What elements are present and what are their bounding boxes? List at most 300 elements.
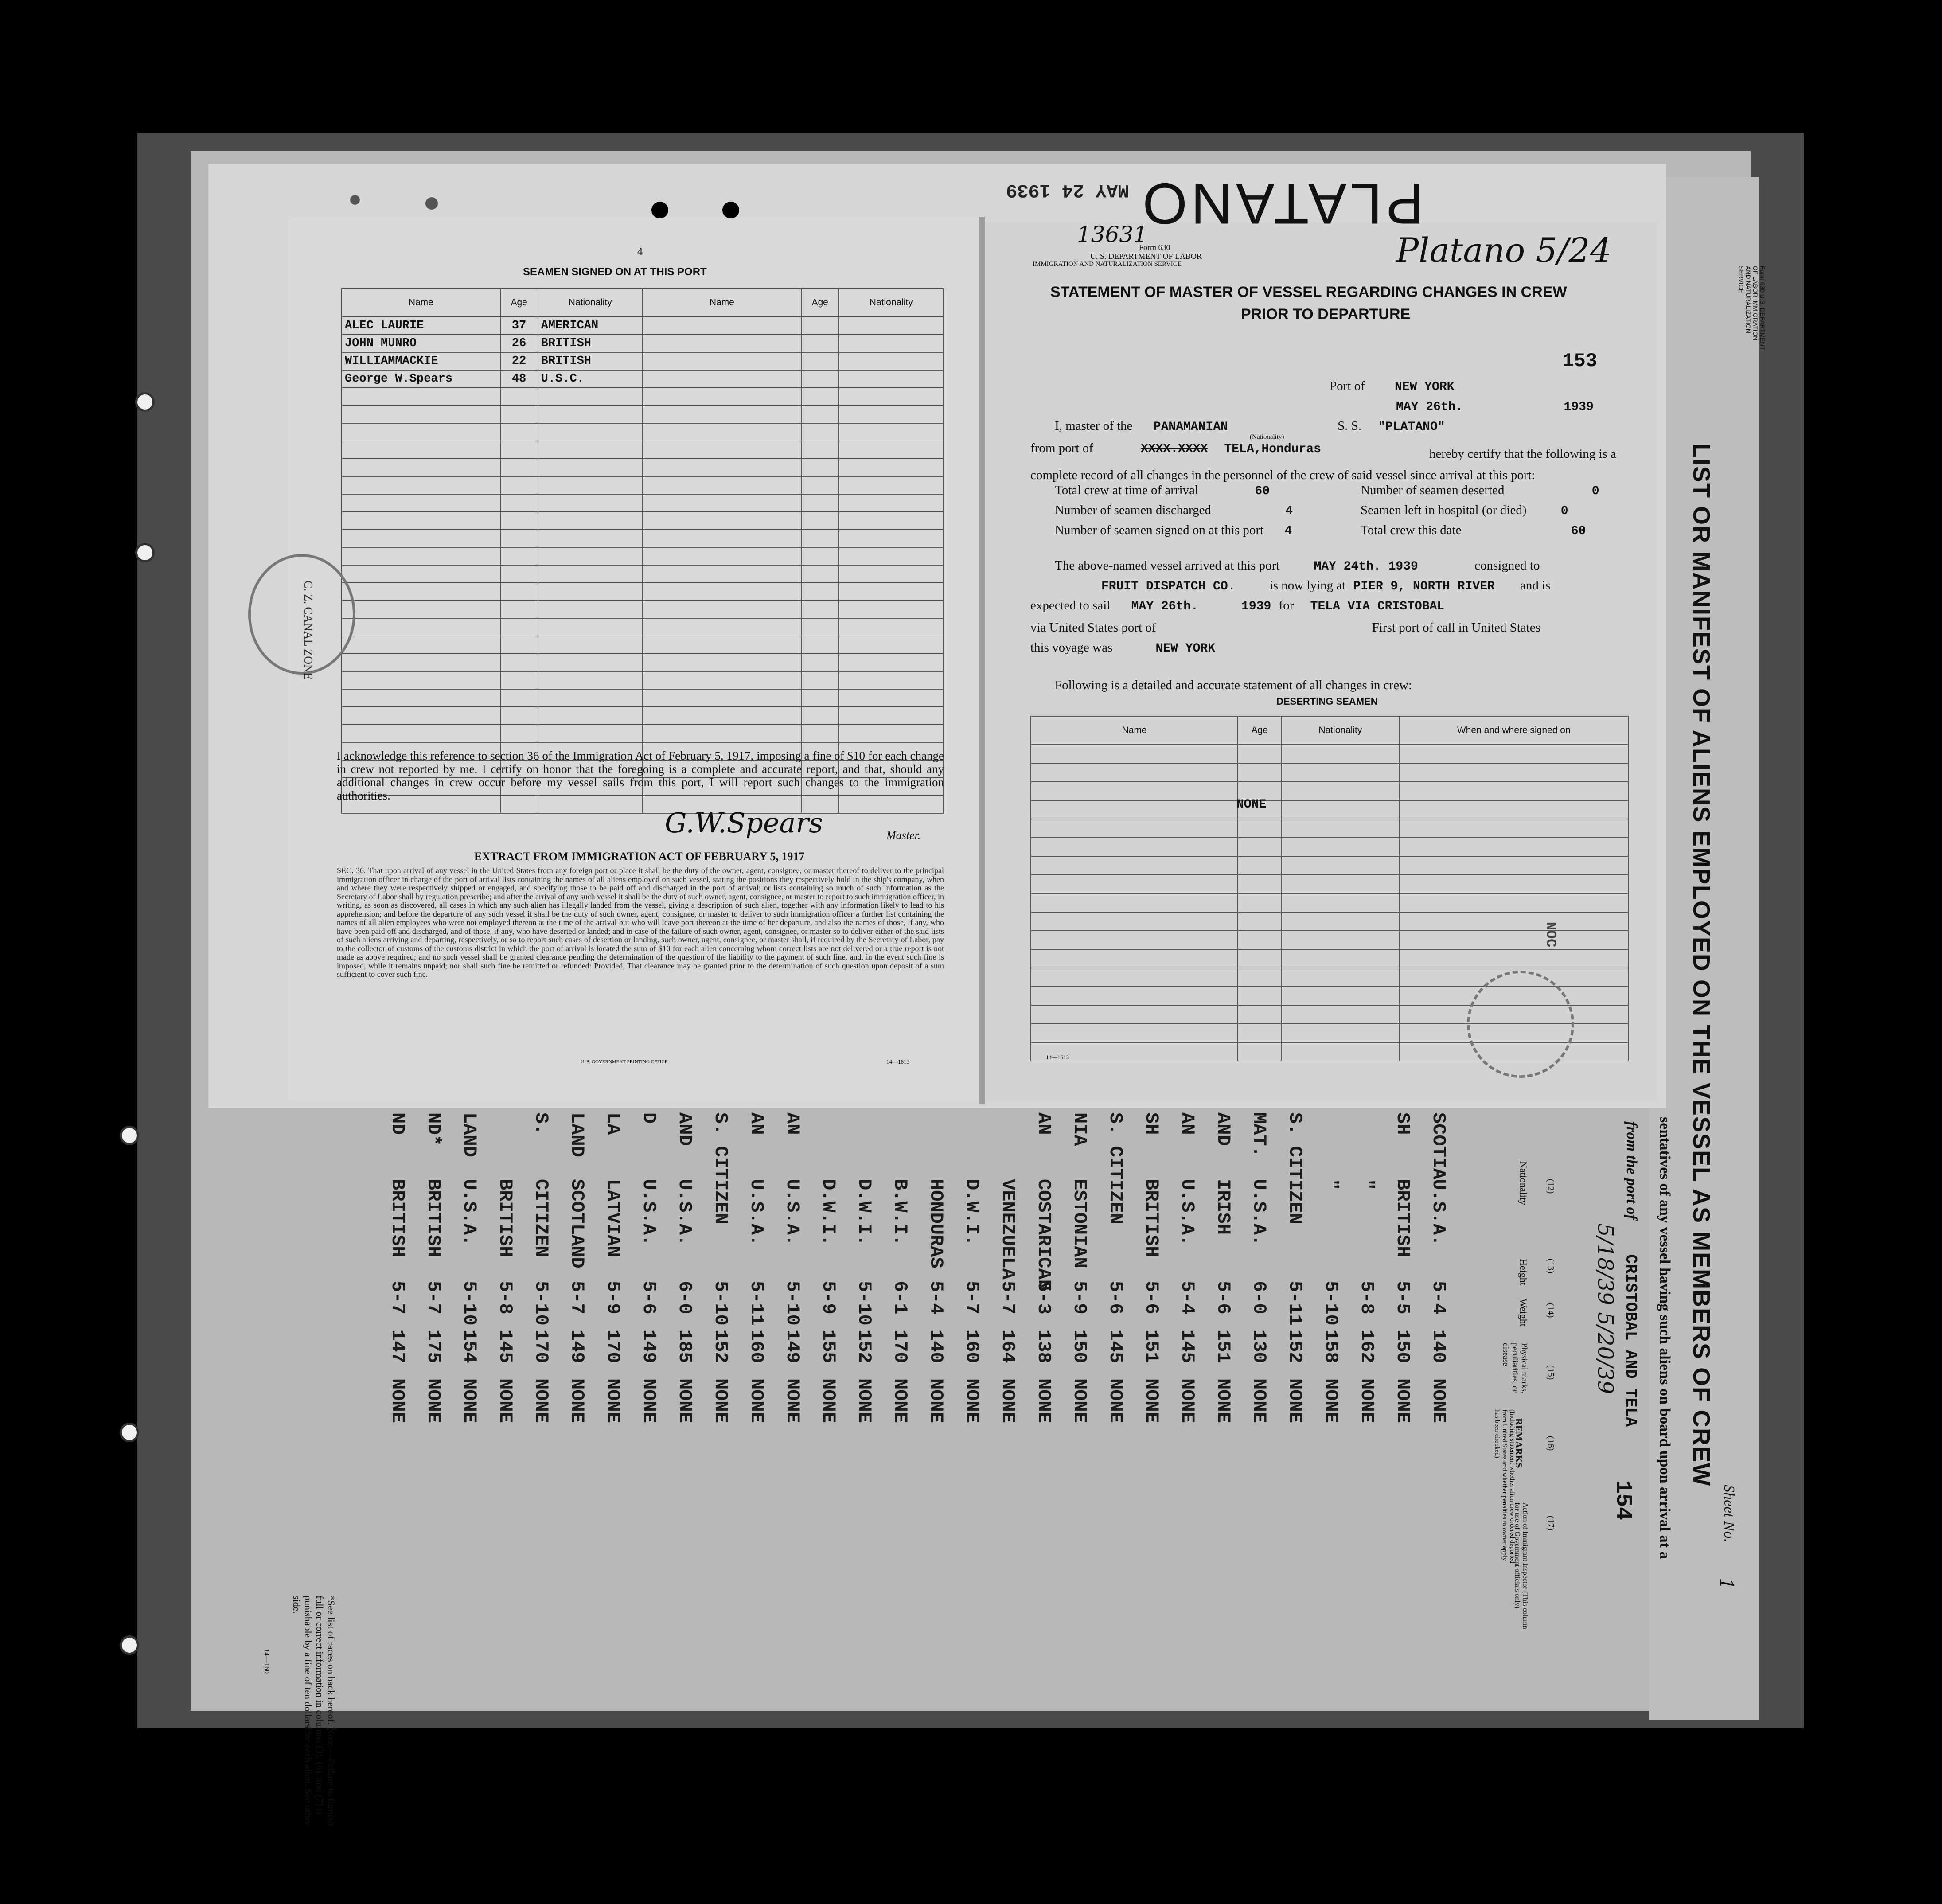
empty-cell xyxy=(1400,763,1629,782)
empty-cell xyxy=(1238,838,1281,856)
port-value: NEW YORK xyxy=(1395,380,1455,394)
table-row xyxy=(342,601,944,618)
empty-cell xyxy=(1031,1005,1238,1024)
empty-cell xyxy=(1400,931,1629,949)
empty-cell xyxy=(839,601,944,618)
manifest-row xyxy=(1284,1112,1306,1436)
manifest-row-nationality-prefix: S. CITIZEN xyxy=(710,1112,731,1225)
empty-cell xyxy=(643,689,801,707)
manifest-row xyxy=(1392,1112,1413,1436)
empty-cell xyxy=(342,494,500,512)
empty-cell xyxy=(839,565,944,583)
for-label: for xyxy=(1279,598,1294,613)
manifest-title: LIST OR MANIFEST OF ALIENS EMPLOYED ON THE VESSEL AS MEMBERS OF CREW xyxy=(1688,443,1715,1487)
sheet-number-value: 1 xyxy=(1716,1578,1737,1590)
signed-on-label: Number of seamen signed on at this port xyxy=(1055,523,1264,537)
empty-cell xyxy=(342,689,500,707)
manifest-row-nationality: VENEZUELA xyxy=(997,1179,1018,1280)
manifest-row-physical: NONE xyxy=(1069,1378,1090,1423)
seaman-age: 22 xyxy=(500,352,538,370)
manifest-row-height: 5-7 xyxy=(387,1281,408,1315)
statement-title-line1: STATEMENT OF MASTER OF VESSEL REGARDING CHANGES IN CREW xyxy=(1050,284,1567,300)
certify-text: hereby certify that the following is a complete record of all changes in the personnel of the crew of said vessel since arrival at this port: xyxy=(1030,447,1616,482)
manifest-row-weight: 138 xyxy=(1033,1330,1054,1363)
ss-value: "PLATANO" xyxy=(1378,420,1445,434)
manifest-row-weight: 175 xyxy=(423,1330,444,1363)
seaman-name: WILLIAMMACKIE xyxy=(342,352,500,370)
manifest-row-weight: 145 xyxy=(495,1330,516,1363)
col-nationality-header: Nationality xyxy=(1281,716,1399,745)
empty-cell xyxy=(801,494,839,512)
empty-cell xyxy=(839,335,944,352)
manifest-row xyxy=(387,1112,408,1436)
voyage-line xyxy=(1030,640,1215,655)
manifest-row-weight: 140 xyxy=(1428,1330,1449,1363)
empty-cell xyxy=(1281,838,1399,856)
manifest-row xyxy=(602,1112,624,1436)
empty-cell xyxy=(839,317,944,335)
empty-cell xyxy=(643,530,801,547)
empty-cell xyxy=(1400,800,1629,819)
manifest-row-height: 5-4 xyxy=(1177,1281,1198,1315)
empty-cell xyxy=(538,689,643,707)
manifest-row xyxy=(997,1112,1018,1436)
empty-cell xyxy=(1031,800,1238,819)
total-date-line xyxy=(1361,523,1586,538)
table-row xyxy=(342,583,944,601)
empty-cell xyxy=(1031,763,1238,782)
seaman-nationality: BRITISH xyxy=(538,335,643,352)
empty-cell xyxy=(538,583,643,601)
manifest-row-weight: 149 xyxy=(566,1330,588,1363)
manifest-row xyxy=(1428,1112,1449,1436)
empty-cell xyxy=(643,494,801,512)
empty-cell xyxy=(1281,1024,1399,1042)
col-remarks-note: (Including statement whether alien crew ordered deported from United States and whether penalties to owner apply has been checked) xyxy=(1494,1409,1516,1564)
empty-cell xyxy=(500,689,538,707)
arrived-line xyxy=(1055,558,1540,574)
manifest-row-nationality-prefix: NIA xyxy=(1069,1112,1090,1146)
empty-cell xyxy=(801,317,839,335)
manifest-row xyxy=(1213,1112,1234,1436)
seaman-nationality: U.S.C. xyxy=(538,370,643,388)
empty-cell xyxy=(643,671,801,689)
manifest-row-height: 5-7 xyxy=(423,1281,444,1315)
empty-cell xyxy=(839,725,944,742)
manifest-row-height: 6-0 xyxy=(1248,1281,1270,1315)
empty-cell xyxy=(342,530,500,547)
manifest-row-nationality: ESTONIAN xyxy=(1069,1179,1090,1268)
empty-cell xyxy=(538,441,643,459)
seaman-nationality: AMERICAN xyxy=(538,317,643,335)
manifest-row-nationality-prefix: D xyxy=(638,1112,659,1124)
empty-cell xyxy=(801,476,839,494)
empty-cell xyxy=(1238,968,1281,987)
deserted-line xyxy=(1361,483,1599,498)
empty-cell xyxy=(801,459,839,476)
empty-cell xyxy=(1238,912,1281,931)
manifest-row-physical: NONE xyxy=(1392,1378,1413,1423)
manifest-row-height: 5-4 xyxy=(1428,1281,1449,1315)
empty-cell xyxy=(342,583,500,601)
date-value: MAY 26th. xyxy=(1396,400,1463,414)
stamp-number: 13631 xyxy=(1077,222,1148,247)
manifest-row xyxy=(746,1112,767,1436)
empty-cell xyxy=(801,618,839,636)
manifest-row-height: 5-7 xyxy=(566,1281,588,1315)
empty-cell xyxy=(342,512,500,530)
manifest-row xyxy=(1069,1112,1090,1436)
table-row xyxy=(1031,745,1628,763)
manifest-form-number: Form 630 U.S. DEPARTMENT OF LABOR IMMIGRATION AND NATURALIZATION SERVICE xyxy=(1738,266,1766,350)
seaman-nationality: BRITISH xyxy=(538,352,643,370)
manifest-row xyxy=(1248,1112,1270,1436)
manifest-row-weight: 155 xyxy=(818,1330,839,1363)
col-15-number: (15) xyxy=(1546,1365,1556,1380)
manifest-row-weight: 170 xyxy=(602,1330,624,1363)
manifest-row-nationality: SCOTLAND xyxy=(566,1179,588,1268)
master-of-label: I, master of the xyxy=(1055,419,1133,433)
manifest-row-nationality-prefix: AND xyxy=(1213,1112,1234,1146)
empty-cell xyxy=(643,707,801,725)
manifest-row-height: 5-10 xyxy=(854,1281,875,1326)
manifest-row-physical: NONE xyxy=(854,1378,875,1423)
empty-cell xyxy=(1031,856,1238,875)
manifest-row-height: 5-3 xyxy=(1033,1281,1054,1315)
seaman-name: JOHN MUNRO xyxy=(342,335,500,352)
manifest-row-nationality: U.S.A. xyxy=(746,1179,767,1246)
from-port-label: from port of xyxy=(1030,441,1093,455)
empty-cell xyxy=(1281,968,1399,987)
total-arrival-label: Total crew at time of arrival xyxy=(1055,483,1199,497)
manifest-row-weight: 151 xyxy=(1141,1330,1162,1363)
manifest-row xyxy=(1177,1112,1198,1436)
consignee-line xyxy=(1030,578,1551,593)
total-date-label: Total crew this date xyxy=(1361,523,1462,537)
empty-cell xyxy=(839,654,944,671)
empty-cell xyxy=(839,352,944,370)
manifest-row-physical: NONE xyxy=(459,1378,480,1423)
manifest-row-weight: 149 xyxy=(638,1330,659,1363)
left-page-number: 4 xyxy=(637,246,643,258)
empty-cell xyxy=(643,583,801,601)
empty-cell xyxy=(538,565,643,583)
empty-cell xyxy=(801,671,839,689)
binder-hole-icon xyxy=(120,1126,139,1145)
empty-cell xyxy=(500,583,538,601)
hospital-label: Seamen left in hospital (or died) xyxy=(1361,503,1527,517)
manifest-row-weight: 160 xyxy=(746,1330,767,1363)
table-row xyxy=(342,370,944,388)
nationality-value: PANAMANIAN xyxy=(1153,420,1228,434)
punch-hole-icon xyxy=(651,202,668,218)
date-stamp: MAY 24 1939 xyxy=(1006,179,1129,201)
empty-cell xyxy=(839,530,944,547)
table-row xyxy=(1031,912,1628,931)
manifest-row-nationality: BRITISH xyxy=(1392,1179,1413,1257)
col-remarks-header: REMARKS xyxy=(1513,1418,1525,1468)
empty-cell xyxy=(342,601,500,618)
manifest-row xyxy=(1105,1112,1126,1436)
manifest-row-weight: 150 xyxy=(1392,1330,1413,1363)
manifest-row-nationality: BRITISH xyxy=(495,1179,516,1257)
manifest-row-weight: 151 xyxy=(1213,1330,1234,1363)
manifest-row-nationality-prefix: SH xyxy=(1392,1112,1413,1135)
discharged-value: 4 xyxy=(1285,504,1293,518)
empty-cell xyxy=(500,565,538,583)
table-row xyxy=(1031,856,1628,875)
col-weight-header: Weight xyxy=(1518,1299,1529,1327)
manifest-row-nationality-prefix: SCOTIA xyxy=(1428,1112,1449,1180)
empty-cell xyxy=(500,618,538,636)
manifest-row xyxy=(566,1112,588,1436)
empty-cell xyxy=(1031,838,1238,856)
manifest-row xyxy=(1356,1112,1377,1436)
empty-cell xyxy=(1400,838,1629,856)
col-name-header: Name xyxy=(342,289,500,317)
punch-hole-icon xyxy=(425,197,438,210)
table-row xyxy=(1031,763,1628,782)
manifest-row xyxy=(1320,1112,1341,1436)
empty-cell xyxy=(500,388,538,406)
empty-cell xyxy=(801,707,839,725)
empty-cell xyxy=(1281,875,1399,893)
empty-cell xyxy=(643,335,801,352)
empty-cell xyxy=(643,636,801,654)
manifest-row-weight: 147 xyxy=(387,1330,408,1363)
empty-cell xyxy=(1238,875,1281,893)
empty-cell xyxy=(1400,893,1629,912)
voyage-value: NEW YORK xyxy=(1155,642,1215,655)
handwritten-vessel-note: Platano 5/24 xyxy=(1396,230,1612,270)
sheet-number-label: Sheet No. xyxy=(1721,1485,1737,1543)
manifest-row-nationality: BRITISH xyxy=(423,1179,444,1257)
total-date-value: 60 xyxy=(1571,524,1586,538)
table-row xyxy=(342,671,944,689)
empty-cell xyxy=(538,459,643,476)
table-row xyxy=(1031,949,1628,968)
manifest-row xyxy=(674,1112,695,1436)
manifest-row-height: 5-11 xyxy=(746,1281,767,1326)
empty-cell xyxy=(538,494,643,512)
manifest-row xyxy=(495,1112,516,1436)
manifest-row xyxy=(459,1112,480,1436)
table-row xyxy=(342,317,944,335)
empty-cell xyxy=(643,618,801,636)
following-text: Following is a detailed and accurate statement of all changes in crew: xyxy=(1055,678,1412,692)
arrived-label: The above-named vessel arrived at this port xyxy=(1055,558,1280,573)
empty-cell xyxy=(1031,1024,1238,1042)
table-row xyxy=(342,406,944,423)
table-row xyxy=(1031,782,1628,800)
empty-cell xyxy=(839,441,944,459)
col-when-header: When and where signed on xyxy=(1400,716,1629,745)
manifest-row-nationality: U.S.A. xyxy=(1428,1179,1449,1246)
empty-cell xyxy=(839,459,944,476)
manifest-row-nationality: U.S.A. xyxy=(638,1179,659,1246)
table-row xyxy=(1031,931,1628,949)
manifest-row-height: 5-6 xyxy=(1105,1281,1126,1315)
total-arrival-line xyxy=(1055,483,1270,498)
for-value: TELA VIA CRISTOBAL xyxy=(1310,600,1445,613)
statement-page-number: 153 xyxy=(1562,350,1598,372)
table-row xyxy=(342,335,944,352)
empty-cell xyxy=(538,406,643,423)
empty-cell xyxy=(538,547,643,565)
manifest-row-height: 5-5 xyxy=(1392,1281,1413,1315)
empty-cell xyxy=(1281,782,1399,800)
empty-cell xyxy=(342,459,500,476)
empty-cell xyxy=(500,530,538,547)
empty-cell xyxy=(839,636,944,654)
manifest-row-nationality-prefix: AN xyxy=(782,1112,803,1135)
empty-cell xyxy=(643,441,801,459)
manifest-row-height: 5-11 xyxy=(1284,1281,1306,1326)
manifest-row-height: 5-10 xyxy=(459,1281,480,1326)
col-age-header: Age xyxy=(801,289,839,317)
manifest-row-nationality-prefix: S. CITIZEN xyxy=(1284,1112,1306,1225)
manifest-row-physical: NONE xyxy=(1356,1378,1377,1423)
empty-cell xyxy=(839,671,944,689)
table-row xyxy=(342,352,944,370)
col-nationality-header: Nationality xyxy=(538,289,643,317)
manifest-row xyxy=(889,1112,911,1436)
empty-cell xyxy=(1238,819,1281,838)
department-label: U. S. DEPARTMENT OF LABOR xyxy=(1090,252,1202,261)
empty-cell xyxy=(801,335,839,352)
manifest-row-nationality: BRITISH xyxy=(387,1179,408,1257)
empty-cell xyxy=(1238,949,1281,968)
empty-cell xyxy=(839,583,944,601)
empty-cell xyxy=(1238,931,1281,949)
col-nationality-header: Nationality xyxy=(1518,1161,1529,1205)
manifest-row-height: 5-9 xyxy=(1069,1281,1090,1315)
manifest-row-height: 5-9 xyxy=(602,1281,624,1315)
empty-cell xyxy=(801,583,839,601)
manifest-row-physical: NONE xyxy=(638,1378,659,1423)
table-row xyxy=(1031,893,1628,912)
manifest-row xyxy=(925,1112,947,1436)
manifest-row-physical: NONE xyxy=(925,1378,947,1423)
expected-line xyxy=(1030,598,1444,613)
table-row xyxy=(342,707,944,725)
empty-cell xyxy=(1281,819,1399,838)
manifest-row-physical: NONE xyxy=(1320,1378,1341,1423)
table-row xyxy=(342,565,944,583)
expected-year: 1939 xyxy=(1241,600,1271,613)
manifest-row-nationality: U.S.A. xyxy=(1248,1179,1270,1246)
binder-hole-icon xyxy=(135,392,155,412)
manifest-row-height: 5-9 xyxy=(818,1281,839,1315)
empty-cell xyxy=(1031,968,1238,987)
inspection-stamp xyxy=(1467,971,1574,1078)
manifest-row-weight: 164 xyxy=(997,1330,1018,1363)
empty-cell xyxy=(1031,782,1238,800)
empty-cell xyxy=(538,512,643,530)
empty-cell xyxy=(342,441,500,459)
col-age-header: Age xyxy=(1238,716,1281,745)
empty-cell xyxy=(500,441,538,459)
manifest-row-physical: NONE xyxy=(1428,1378,1449,1423)
and-is-label: and is xyxy=(1520,578,1551,593)
table-row xyxy=(342,512,944,530)
table-row xyxy=(342,618,944,636)
empty-cell xyxy=(538,530,643,547)
manifest-row-weight: 170 xyxy=(530,1330,552,1363)
empty-cell xyxy=(342,725,500,742)
empty-cell xyxy=(538,725,643,742)
table-row xyxy=(1031,875,1628,893)
empty-cell xyxy=(801,423,839,441)
manifest-row-physical: NONE xyxy=(387,1378,408,1423)
nationality-caption: (Nationality) xyxy=(1250,433,1284,441)
left-form-code: 14—1613 xyxy=(886,1058,909,1065)
manifest-row-height: 5-6 xyxy=(1213,1281,1234,1315)
manifest-row-nationality: D.W.I. xyxy=(818,1179,839,1246)
empty-cell xyxy=(1238,856,1281,875)
manifest-row-height: 5-6 xyxy=(1141,1281,1162,1315)
empty-cell xyxy=(500,459,538,476)
empty-cell xyxy=(1238,763,1281,782)
canal-zone-stamp-text: C. Z. CANAL ZONE xyxy=(302,581,315,680)
empty-cell xyxy=(839,512,944,530)
empty-cell xyxy=(643,512,801,530)
empty-cell xyxy=(1281,1005,1399,1024)
empty-cell xyxy=(500,423,538,441)
lying-value: PIER 9, NORTH RIVER xyxy=(1353,580,1495,593)
manifest-page-number: 154 xyxy=(1610,1480,1635,1521)
manifest-row-weight: 145 xyxy=(1177,1330,1198,1363)
col-name-header: Name xyxy=(643,289,801,317)
empty-cell xyxy=(1238,987,1281,1005)
table-row xyxy=(342,494,944,512)
manifest-row xyxy=(530,1112,552,1436)
manifest-row-height: 5-4 xyxy=(925,1281,947,1315)
empty-cell xyxy=(1400,949,1629,968)
empty-cell xyxy=(839,707,944,725)
empty-cell xyxy=(538,636,643,654)
seaman-age: 37 xyxy=(500,317,538,335)
manifest-row-physical: NONE xyxy=(1213,1378,1234,1423)
from-port-value: TELA,Honduras xyxy=(1224,442,1321,456)
empty-cell xyxy=(1400,782,1629,800)
discharged-label: Number of seamen discharged xyxy=(1055,503,1211,517)
punch-hole-icon xyxy=(722,202,739,218)
manifest-row-nationality-prefix: AN xyxy=(746,1112,767,1135)
empty-cell xyxy=(1031,875,1238,893)
empty-cell xyxy=(1400,745,1629,763)
signed-on-line xyxy=(1055,523,1292,538)
table-row xyxy=(1031,819,1628,838)
empty-cell xyxy=(801,601,839,618)
manifest-row-physical: NONE xyxy=(1177,1378,1198,1423)
empty-cell xyxy=(500,547,538,565)
manifest-row xyxy=(1033,1112,1054,1436)
empty-cell xyxy=(342,671,500,689)
empty-cell xyxy=(801,512,839,530)
empty-cell xyxy=(643,406,801,423)
empty-cell xyxy=(342,423,500,441)
empty-cell xyxy=(801,636,839,654)
table-row xyxy=(342,689,944,707)
manifest-row-nationality-prefix: ND* xyxy=(423,1112,444,1146)
empty-cell xyxy=(1031,987,1238,1005)
seaman-age: 26 xyxy=(500,335,538,352)
empty-cell xyxy=(1400,875,1629,893)
empty-cell xyxy=(1031,949,1238,968)
manifest-row xyxy=(961,1112,983,1436)
empty-cell xyxy=(342,565,500,583)
